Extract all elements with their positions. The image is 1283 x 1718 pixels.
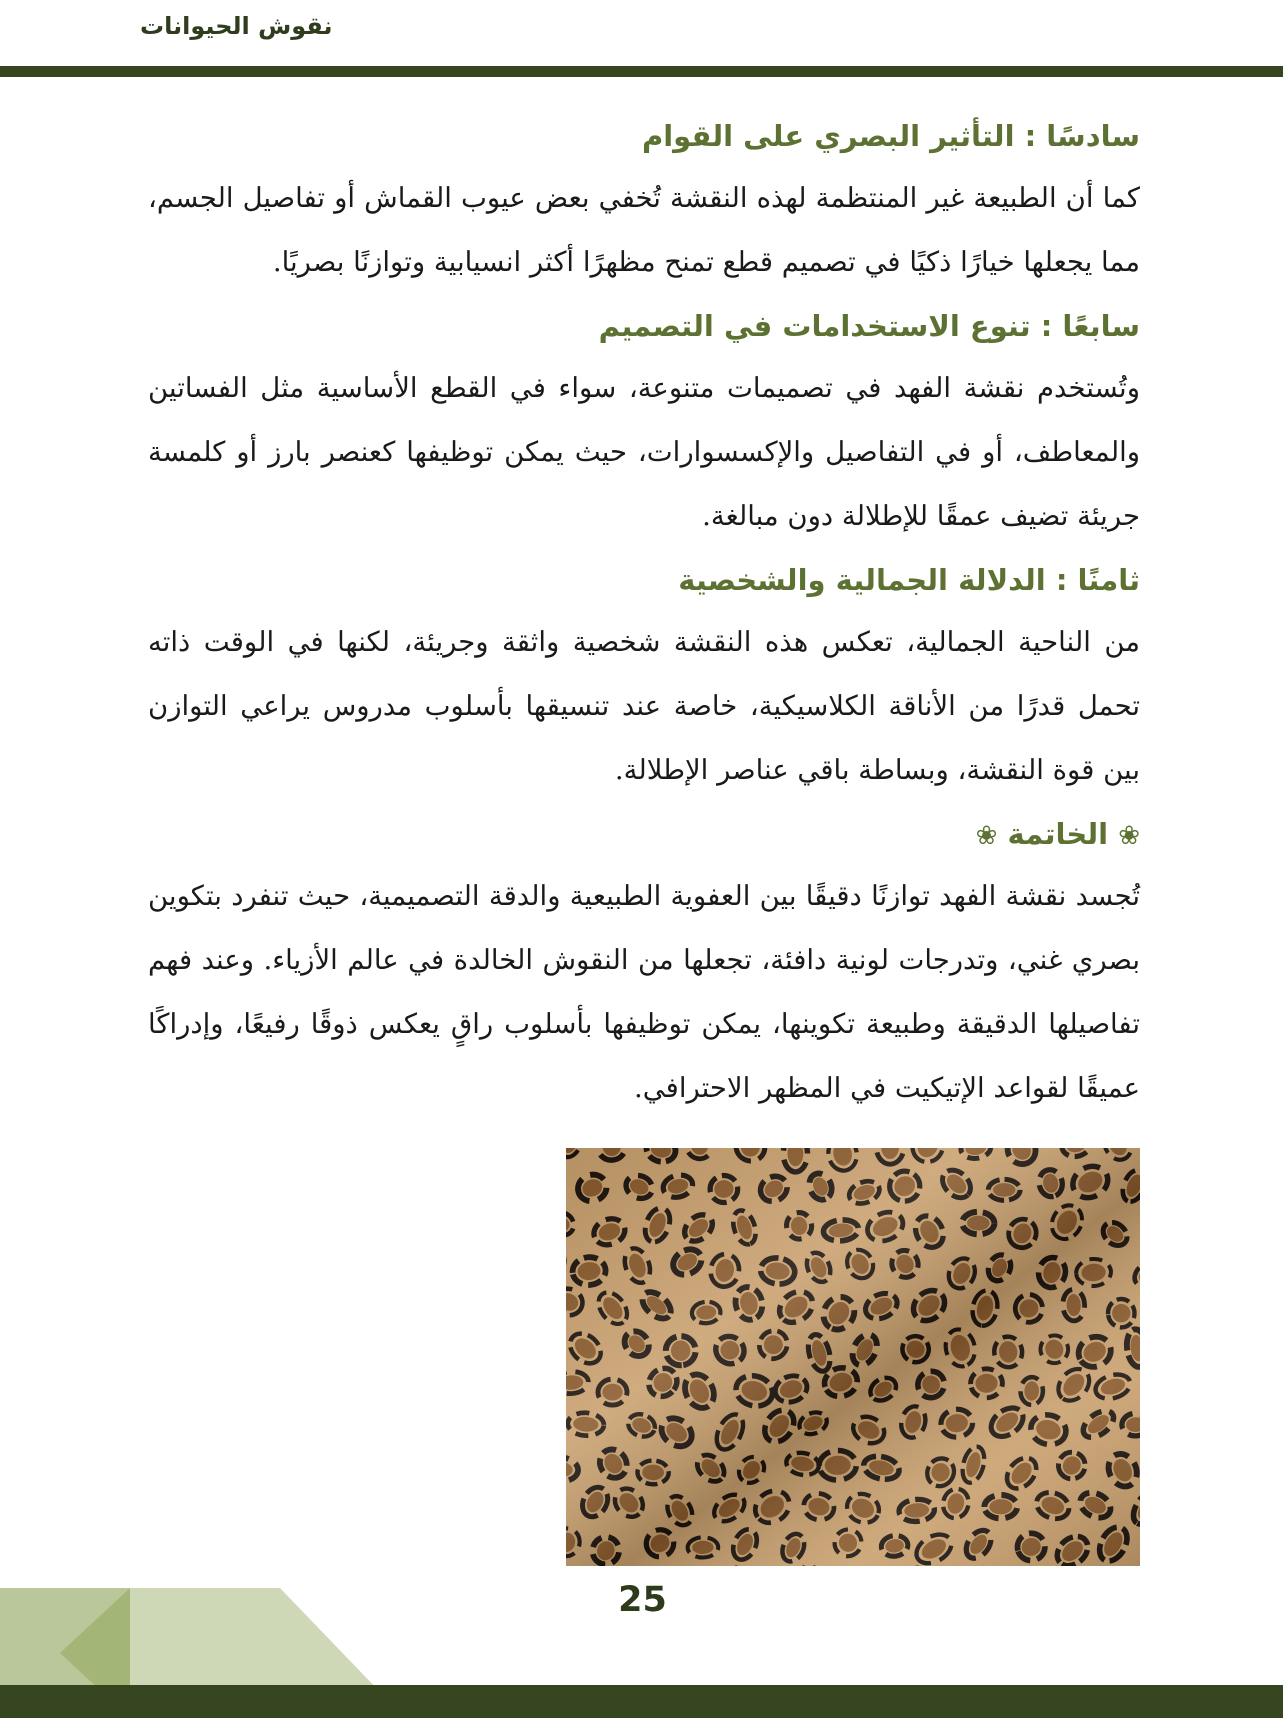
bottom-rule (0, 1685, 1283, 1718)
section-heading-6: سادسًا : التأثير البصري على القوام (641, 119, 1140, 153)
section-heading-8: ثامنًا : الدلالة الجمالية والشخصية (678, 563, 1140, 597)
conclusion-heading (148, 806, 1140, 864)
page-content (148, 108, 1140, 1124)
running-title: نقوش الحيوانات (140, 12, 333, 40)
top-rule (0, 66, 1283, 77)
section-8-paragraph: من الناحية الجمالية، تعكس هذه النقشة شخصية واثقة وجريئة، لكنها في الوقت ذاته تحمل قدرًا من الأناقة الكلاسيكية، خاصة عند تنسيقها بأسلوب مدروس يراعي التوازن بين قوة النقشة، وبساطة باقي عناصر الإطلالة. (148, 626, 1140, 786)
flower-ornament-icon: ❀ (1118, 821, 1140, 851)
conclusion-paragraph: تُجسد نقشة الفهد توازنًا دقيقًا بين العفوية الطبيعية والدقة التصميمية، حيث تنفرد بتكوين بصري غني، وتدرجات لونية دافئة، تجعلها من النقوش الخالدة في عالم الأزياء. وعند فهم تفاصيلها الدقيقة وطبيعة تكوينها، يمكن توظيفها بأسلوب راقٍ يعكس ذوقًا رفيعًا، وإدراكًا عميقًا لقواعد الإتيكيت في المظهر الاحترافي. (148, 880, 1140, 1104)
page-number: 25 (618, 1580, 667, 1620)
section-6-paragraph: كما أن الطبيعة غير المنتظمة لهذه النقشة تُخفي بعض عيوب القماش أو تفاصيل الجسم، مما يجعلها خيارًا ذكيًا في تصميم قطع تمنح مظهرًا أكثر انسيابية وتوازنًا بصريًا. (148, 182, 1140, 278)
fabric-fold-shading (566, 1148, 1140, 1566)
flower-ornament-icon: ❀ (975, 821, 998, 851)
leopard-print-pattern (566, 1148, 1140, 1566)
section-7-paragraph: وتُستخدم نقشة الفهد في تصميمات متنوعة، سواء في القطع الأساسية مثل الفساتين والمعاطف، أو في التفاصيل والإكسسوارات، حيث يمكن توظيفها كعنصر بارز أو كلمسة جريئة تضيف عمقًا للإطلالة دون مبالغة. (148, 372, 1140, 532)
leopard-print-image (566, 1148, 1140, 1566)
conclusion-heading-text: الخاتمة (1007, 817, 1109, 851)
section-heading-7: سابعًا : تنوع الاستخدامات في التصميم (598, 309, 1140, 343)
